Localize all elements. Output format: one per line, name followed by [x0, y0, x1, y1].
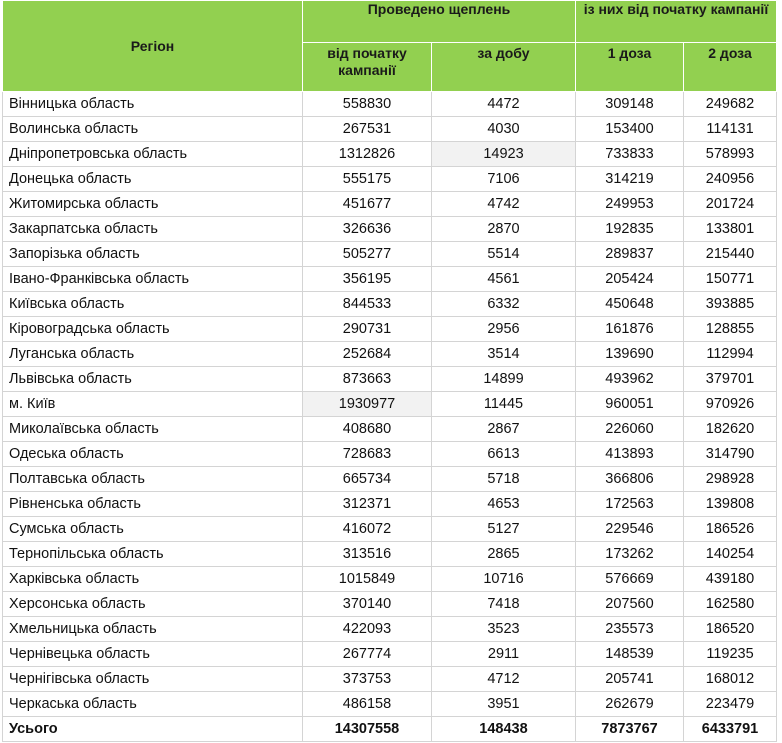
cell-dose2: 182620 — [684, 417, 777, 442]
cell-dose1: 192835 — [576, 217, 684, 242]
cell-since-start: 267531 — [303, 117, 432, 142]
cell-dose2: 112994 — [684, 342, 777, 367]
table-row — [3, 642, 777, 667]
cell-per-day: 4561 — [432, 267, 576, 292]
header-region: Регіон — [3, 1, 303, 92]
cell-since-start: 267774 — [303, 642, 432, 667]
cell-dose1: 172563 — [576, 492, 684, 517]
table-row — [3, 217, 777, 242]
table-row — [3, 492, 777, 517]
cell-per-day: 6613 — [432, 442, 576, 467]
cell-dose1: 161876 — [576, 317, 684, 342]
cell-dose2: 223479 — [684, 692, 777, 717]
region-name-cell: Чернівецька область — [3, 642, 303, 667]
table-row — [3, 367, 777, 392]
cell-dose1: 309148 — [576, 92, 684, 117]
table-row — [3, 142, 777, 167]
cell-since-start: 326636 — [303, 217, 432, 242]
region-name-cell: Рівненська область — [3, 492, 303, 517]
region-name-cell: Донецька область — [3, 167, 303, 192]
table-row — [3, 317, 777, 342]
cell-per-day: 3523 — [432, 617, 576, 642]
cell-dose1: 413893 — [576, 442, 684, 467]
cell-dose2: 114131 — [684, 117, 777, 142]
cell-per-day: 4712 — [432, 667, 576, 692]
cell-dose2: 215440 — [684, 242, 777, 267]
cell-since-start: 555175 — [303, 167, 432, 192]
cell-since-start: 408680 — [303, 417, 432, 442]
cell-since-start: 416072 — [303, 517, 432, 542]
cell-dose1: 207560 — [576, 592, 684, 617]
cell-per-day: 4742 — [432, 192, 576, 217]
region-name-cell: Волинська область — [3, 117, 303, 142]
table-row — [3, 617, 777, 642]
cell-dose2: 314790 — [684, 442, 777, 467]
cell-dose1: 173262 — [576, 542, 684, 567]
region-name-cell: Черкаська область — [3, 692, 303, 717]
cell-per-day: 11445 — [432, 392, 576, 417]
cell-dose2: 201724 — [684, 192, 777, 217]
cell-dose2: 379701 — [684, 367, 777, 392]
region-name-cell: Львівська область — [3, 367, 303, 392]
cell-dose1: 960051 — [576, 392, 684, 417]
cell-per-day: 4030 — [432, 117, 576, 142]
table-row — [3, 567, 777, 592]
cell-dose2: 240956 — [684, 167, 777, 192]
cell-dose1: 7873767 — [576, 717, 684, 742]
cell-dose2: 139808 — [684, 492, 777, 517]
cell-per-day: 4653 — [432, 492, 576, 517]
header-per-day: за добу — [432, 43, 576, 92]
table-row — [3, 417, 777, 442]
cell-per-day: 3514 — [432, 342, 576, 367]
table-row — [3, 292, 777, 317]
cell-per-day: 5127 — [432, 517, 576, 542]
cell-dose2: 393885 — [684, 292, 777, 317]
region-name-cell: Закарпатська область — [3, 217, 303, 242]
cell-dose2: 162580 — [684, 592, 777, 617]
cell-since-start: 451677 — [303, 192, 432, 217]
region-name-cell: Чернігівська область — [3, 667, 303, 692]
table-row — [3, 392, 777, 417]
cell-since-start: 558830 — [303, 92, 432, 117]
table-body — [3, 92, 777, 742]
cell-dose1: 314219 — [576, 167, 684, 192]
table-row — [3, 192, 777, 217]
cell-per-day: 5514 — [432, 242, 576, 267]
cell-since-start: 290731 — [303, 317, 432, 342]
cell-since-start: 1015849 — [303, 567, 432, 592]
cell-dose2: 119235 — [684, 642, 777, 667]
cell-dose1: 450648 — [576, 292, 684, 317]
cell-dose2: 128855 — [684, 317, 777, 342]
cell-dose1: 205424 — [576, 267, 684, 292]
region-name-cell: Сумська область — [3, 517, 303, 542]
cell-since-start: 370140 — [303, 592, 432, 617]
cell-dose1: 249953 — [576, 192, 684, 217]
cell-dose2: 439180 — [684, 567, 777, 592]
cell-per-day: 14899 — [432, 367, 576, 392]
vaccination-table — [2, 0, 777, 742]
cell-per-day: 7106 — [432, 167, 576, 192]
header-of-them: із них від початку кампанії — [576, 1, 777, 43]
cell-per-day: 2865 — [432, 542, 576, 567]
cell-per-day: 2911 — [432, 642, 576, 667]
region-name-cell: Дніпропетровська область — [3, 142, 303, 167]
region-name-cell: м. Київ — [3, 392, 303, 417]
region-name-cell: Луганська область — [3, 342, 303, 367]
cell-dose1: 148539 — [576, 642, 684, 667]
region-name-cell: Запорізька область — [3, 242, 303, 267]
cell-dose1: 205741 — [576, 667, 684, 692]
table-row — [3, 242, 777, 267]
cell-dose1: 366806 — [576, 467, 684, 492]
cell-since-start: 505277 — [303, 242, 432, 267]
header-dose2: 2 доза — [684, 43, 777, 92]
region-name-cell: Кіровоградська область — [3, 317, 303, 342]
cell-since-start: 844533 — [303, 292, 432, 317]
table-row — [3, 117, 777, 142]
cell-per-day: 7418 — [432, 592, 576, 617]
cell-per-day: 6332 — [432, 292, 576, 317]
cell-dose1: 229546 — [576, 517, 684, 542]
region-name-cell: Харківська область — [3, 567, 303, 592]
cell-dose2: 133801 — [684, 217, 777, 242]
cell-dose2: 249682 — [684, 92, 777, 117]
table-row — [3, 517, 777, 542]
cell-since-start: 14307558 — [303, 717, 432, 742]
cell-since-start: 728683 — [303, 442, 432, 467]
cell-dose2: 298928 — [684, 467, 777, 492]
region-name-cell: Одеська область — [3, 442, 303, 467]
table-row — [3, 342, 777, 367]
region-name-cell: Херсонська область — [3, 592, 303, 617]
cell-since-start: 1930977 — [303, 392, 432, 417]
cell-dose1: 262679 — [576, 692, 684, 717]
region-name-cell: Тернопільська область — [3, 542, 303, 567]
cell-per-day: 2867 — [432, 417, 576, 442]
region-name-cell: Київська область — [3, 292, 303, 317]
table-row — [3, 267, 777, 292]
cell-dose1: 493962 — [576, 367, 684, 392]
header-dose1: 1 доза — [576, 43, 684, 92]
table-row — [3, 167, 777, 192]
cell-since-start: 356195 — [303, 267, 432, 292]
table-row — [3, 467, 777, 492]
header-since-start: від початку кампанії — [303, 43, 432, 92]
cell-dose2: 186520 — [684, 617, 777, 642]
region-name-cell: Полтавська область — [3, 467, 303, 492]
region-name-cell: Миколаївська область — [3, 417, 303, 442]
cell-dose2: 6433791 — [684, 717, 777, 742]
cell-since-start: 313516 — [303, 542, 432, 567]
region-name-cell: Івано-Франківська область — [3, 267, 303, 292]
cell-dose1: 576669 — [576, 567, 684, 592]
cell-since-start: 422093 — [303, 617, 432, 642]
cell-per-day: 5718 — [432, 467, 576, 492]
cell-dose1: 289837 — [576, 242, 684, 267]
cell-dose1: 733833 — [576, 142, 684, 167]
cell-since-start: 252684 — [303, 342, 432, 367]
total-row — [3, 717, 777, 742]
cell-dose2: 140254 — [684, 542, 777, 567]
region-name-cell: Вінницька область — [3, 92, 303, 117]
cell-dose2: 186526 — [684, 517, 777, 542]
table-row — [3, 667, 777, 692]
cell-per-day: 2956 — [432, 317, 576, 342]
cell-per-day: 4472 — [432, 92, 576, 117]
cell-dose1: 153400 — [576, 117, 684, 142]
cell-per-day: 10716 — [432, 567, 576, 592]
cell-dose2: 970926 — [684, 392, 777, 417]
cell-dose1: 139690 — [576, 342, 684, 367]
table-row — [3, 592, 777, 617]
cell-per-day: 14923 — [432, 142, 576, 167]
cell-dose2: 578993 — [684, 142, 777, 167]
cell-per-day: 3951 — [432, 692, 576, 717]
table-row — [3, 92, 777, 117]
table-row — [3, 692, 777, 717]
cell-since-start: 1312826 — [303, 142, 432, 167]
header-vaccinations: Проведено щеплень — [303, 1, 576, 43]
cell-per-day: 148438 — [432, 717, 576, 742]
region-name-cell: Хмельницька область — [3, 617, 303, 642]
cell-since-start: 486158 — [303, 692, 432, 717]
cell-per-day: 2870 — [432, 217, 576, 242]
cell-since-start: 873663 — [303, 367, 432, 392]
region-name-cell: Усього — [3, 717, 303, 742]
cell-dose2: 150771 — [684, 267, 777, 292]
cell-dose1: 235573 — [576, 617, 684, 642]
region-name-cell: Житомирська область — [3, 192, 303, 217]
table-row — [3, 542, 777, 567]
cell-dose1: 226060 — [576, 417, 684, 442]
cell-dose2: 168012 — [684, 667, 777, 692]
cell-since-start: 373753 — [303, 667, 432, 692]
cell-since-start: 665734 — [303, 467, 432, 492]
cell-since-start: 312371 — [303, 492, 432, 517]
table-row — [3, 442, 777, 467]
